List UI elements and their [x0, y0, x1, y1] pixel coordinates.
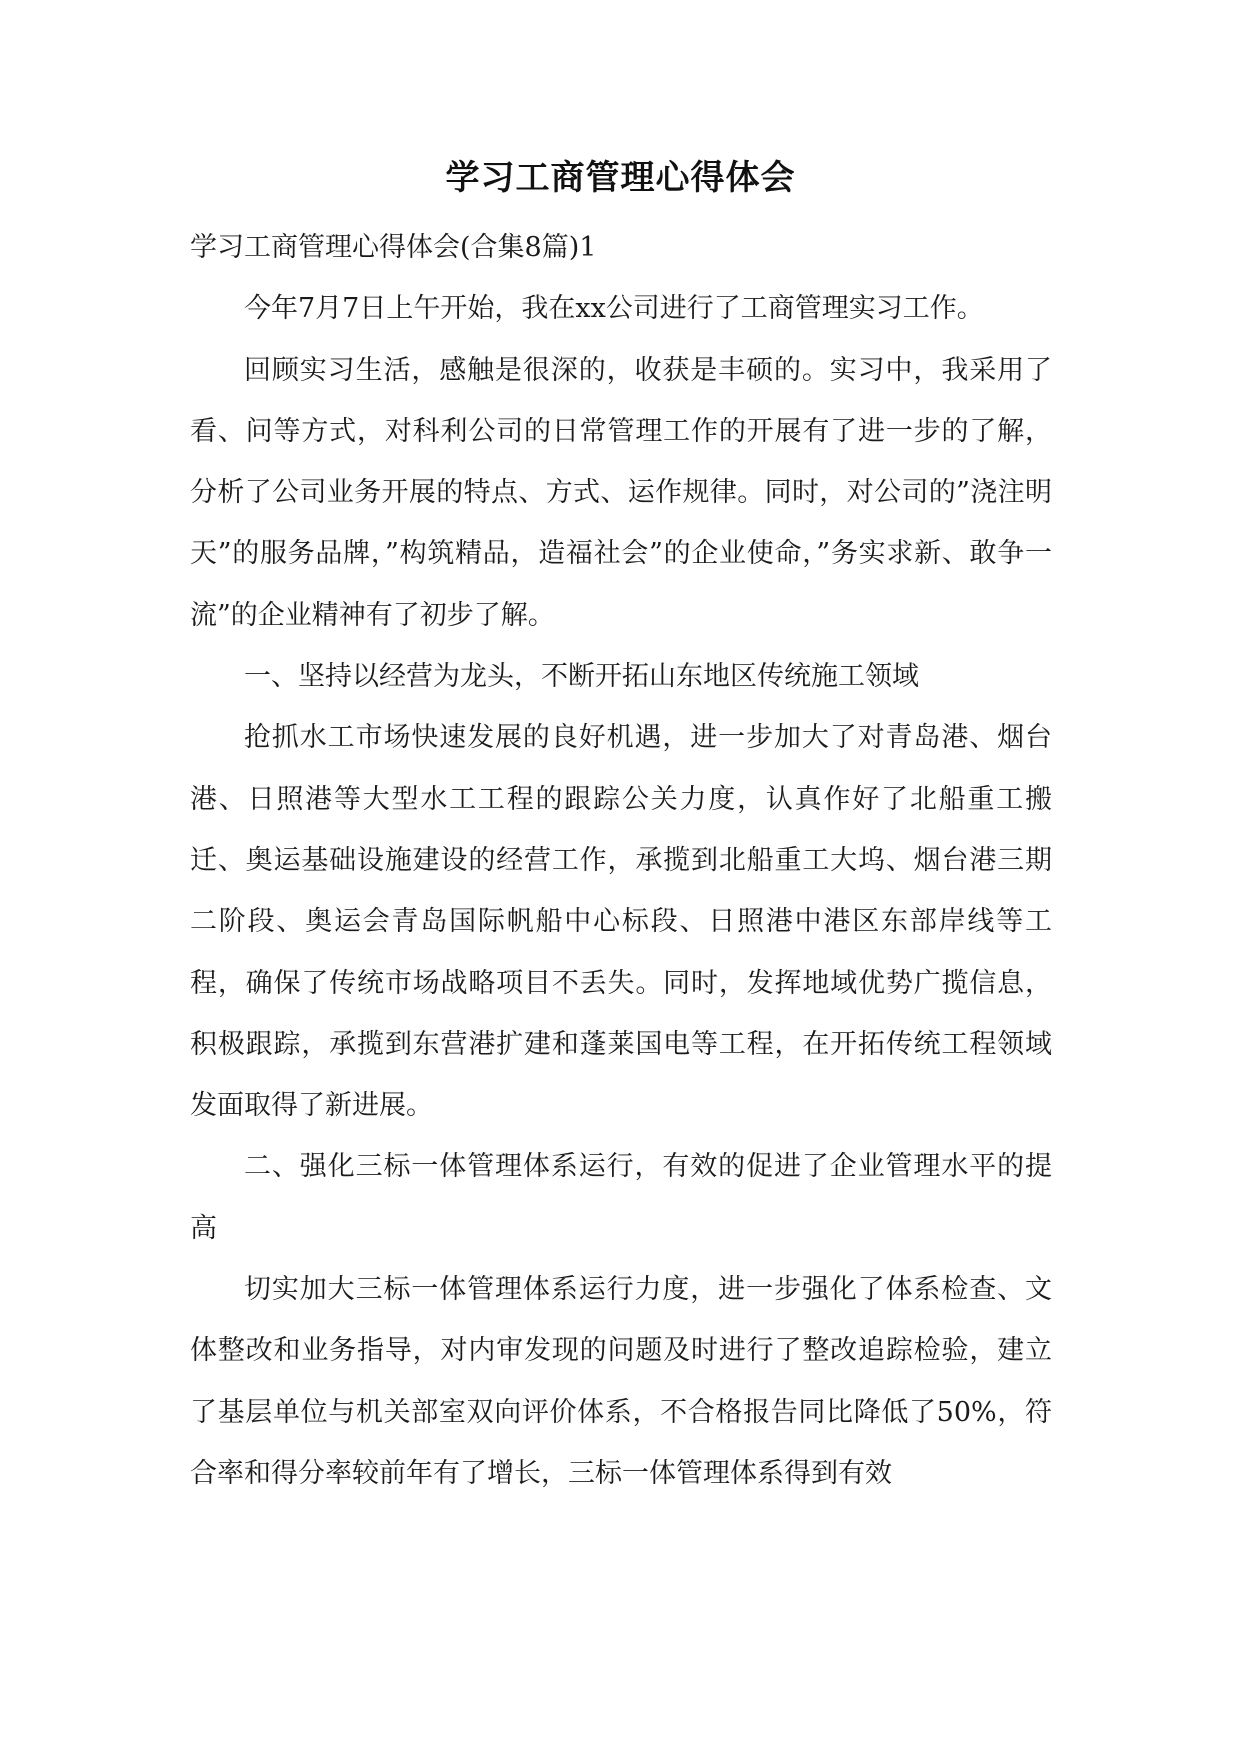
document-title: 学习工商管理心得体会 — [445, 158, 796, 198]
paragraph-section-1: 抢抓水工市场快速发展的良好机遇，进一步加大了对青岛港、烟台港、日照港等大型水工工程的跟踪公关力度，认真作好了北船重工搬迁、奥运基础设施建设的经营工作，承揽到北船重工大坞、烟台港三期二阶段、奥运会青岛国际帆船中心标段、日照港中港区东部岸线等工程，确保了传统市场战略项目不丢失。同时，发挥地域优势广揽信息，积极跟踪，承揽到东营港扩建和蓬莱国电等工程，在开拓传统工程领域发面取得了新进展。 — [190, 722, 1052, 1122]
paragraph-review: 回顾实习生活，感触是很深的，收获是丰硕的。实习中，我采用了看、问等方式，对科利公司的日常管理工作的开展有了进一步的了解，分析了公司业务开展的特点、方式、运作规律。同时，对公司的”浇注明天”的服务品牌，”构筑精品，造福社会”的企业使命，”务实求新、敢争一流”的企业精神有了初步了解。 — [190, 354, 1052, 631]
document-body — [190, 217, 1052, 1504]
section-heading-2: 二、强化三标一体管理体系运行，有效的促进了企业管理水平的提高 — [190, 1151, 1052, 1244]
paragraph-section-2: 切实加大三标一体管理体系运行力度，进一步强化了体系检查、文体整改和业务指导，对内审发现的问题及时进行了整改追踪检验，建立了基层单位与机关部室双向评价体系，不合格报告同比降低了50%，符合率和得分率较前年有了增长，三标一体管理体系得到有效 — [190, 1274, 1052, 1489]
section-heading-1: 一、坚持以经营为龙头，不断开拓山东地区传统施工领域 — [244, 661, 919, 693]
document-subtitle: 学习工商管理心得体会(合集8篇)1 — [190, 232, 597, 263]
paragraph-intro: 今年7月7日上午开始，我在xx公司进行了工商管理实习工作。 — [244, 293, 984, 325]
